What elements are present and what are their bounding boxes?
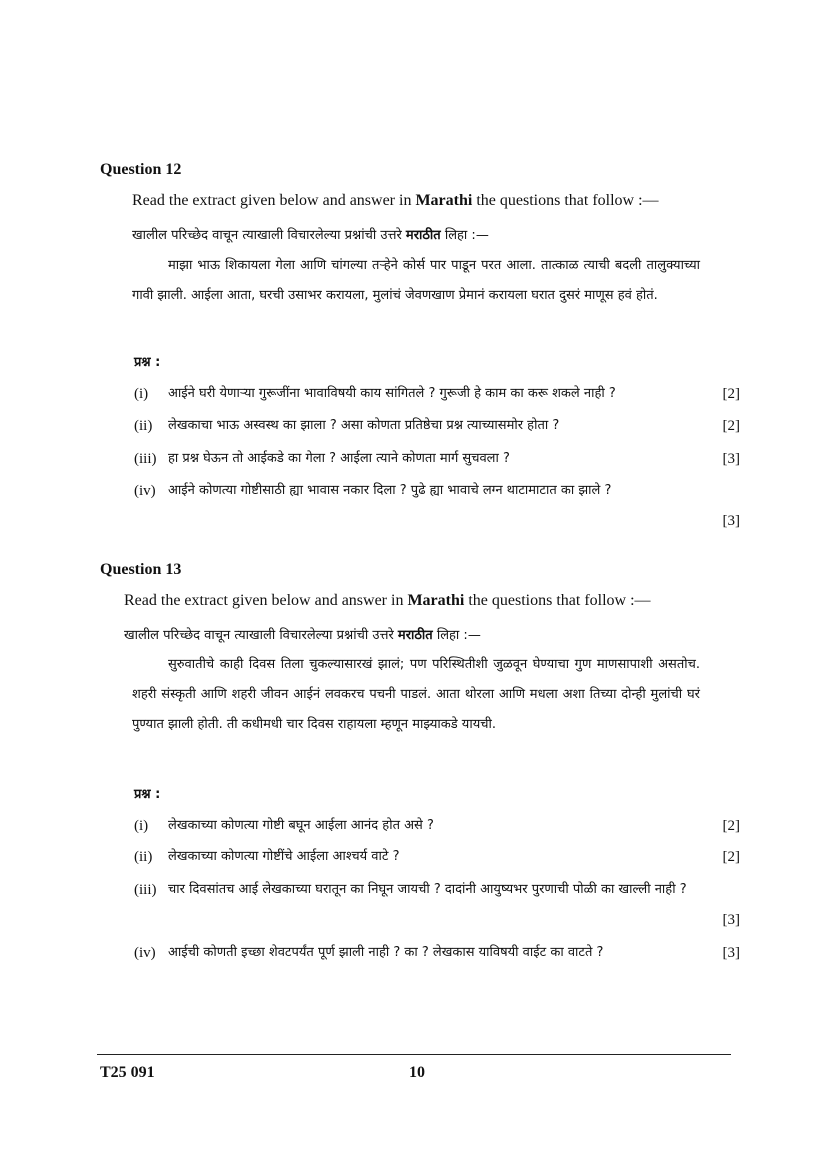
item-number: (i) [134, 818, 149, 834]
instruction-language: Marathi [415, 192, 473, 209]
item-number: (i) [134, 386, 149, 402]
question-12-passage: माझा भाऊ शिकायला गेला आणि चांगल्या तऱ्हेने कोर्स पार पाडून परत आला. तात्काळ त्याची बदली तालुक्याच्या गावी झाली. आईला आता, घरची उसाभर करायला, मुलांचं जेवणखाण प्रेमानं करायला घरात दुसरं माणूस हवं होतं. [132, 258, 700, 303]
question-12-instruction-en [132, 192, 659, 210]
instruction-language: मराठीत [405, 228, 441, 243]
item-text: हा प्रश्न घेऊन तो आईकडे का गेला ? आईला त्याने कोणता मार्ग सुचवला ? [168, 451, 510, 466]
instruction-text: the questions that follow :— [472, 192, 659, 209]
item-text: आईची कोणती इच्छा शेवटपर्यंत पूर्ण झाली नाही ? का ? लेखकास याविषयी वाईट का वाटते ? [168, 945, 604, 960]
question-12-item [100, 379, 740, 409]
instruction-text: लिहा :— [440, 228, 489, 243]
item-number: (iv) [134, 945, 156, 961]
question-12-title: Question 12 [100, 161, 182, 178]
footer-divider [97, 1054, 731, 1055]
item-text: लेखकाच्या कोणत्या गोष्टींचे आईला आश्चर्य वाटे ? [168, 849, 400, 864]
question-13-item [100, 811, 740, 841]
question-13-instruction-en [124, 592, 651, 610]
question-13-title: Question 13 [100, 561, 182, 578]
instruction-text: खालील परिच्छेद वाचून त्याखाली विचारलेल्या प्रश्नांची उत्तरे [124, 628, 398, 643]
question-13-item [100, 842, 740, 872]
instruction-text: Read the extract given below and answer in [124, 592, 408, 609]
question-13-prashna-label: प्रश्न : [134, 787, 161, 802]
item-number: (ii) [134, 849, 153, 865]
item-marks: [2] [722, 386, 740, 402]
question-13-passage: सुरुवातीचे काही दिवस तिला चुकल्यासारखं झालं; पण परिस्थितीशी जुळवून घेण्याचा गुण माणसापाशी असतोच. शहरी संस्कृती आणि शहरी जीवन आईनं लवकरच पचनी पाडलं. आता थोरला आणि मधला अशा तिच्या दोन्ही मुलांची घरं पुण्यात झाली होती. ती कधीमधी चार दिवस राहायला म्हणून माझ्याकडे यायची. [132, 657, 700, 732]
item-text: आईने घरी येणाऱ्या गुरूजींना भावाविषयी काय सांगितले ? गुरूजी हे काम का करू शकले नाही ? [168, 386, 616, 401]
instruction-text: खालील परिच्छेद वाचून त्याखाली विचारलेल्या प्रश्नांची उत्तरे [132, 228, 406, 243]
item-marks: [3] [722, 513, 740, 529]
instruction-text: लिहा :— [432, 628, 481, 643]
item-marks: [3] [722, 451, 740, 467]
instruction-language: Marathi [407, 592, 465, 609]
question-12-item [100, 411, 740, 441]
item-number: (iii) [134, 451, 157, 467]
page-number: 10 [409, 1064, 425, 1081]
item-marks: [3] [722, 945, 740, 961]
question-12-item [100, 444, 740, 474]
instruction-text: the questions that follow :— [464, 592, 651, 609]
instruction-text: Read the extract given below and answer in [132, 192, 416, 209]
question-12-instruction-mr [132, 225, 489, 243]
item-marks: [3] [722, 912, 740, 928]
item-text: लेखकाचा भाऊ अस्वस्थ का झाला ? असा कोणता प्रतिष्ठेचा प्रश्न त्याच्यासमोर होता ? [168, 418, 560, 433]
item-marks: [2] [722, 418, 740, 434]
paper-code: T25 091 [100, 1064, 155, 1081]
instruction-language: मराठीत [397, 628, 433, 643]
item-marks: [2] [722, 849, 740, 865]
question-12-item [100, 476, 740, 536]
item-number: (ii) [134, 418, 153, 434]
item-text: चार दिवसांतच आई लेखकाच्या घरातून का निघून जायची ? दादांनी आयुष्यभर पुरणाची पोळी का खाल्ली नाही ? [168, 882, 687, 897]
item-text: लेखकाच्या कोणत्या गोष्टी बघून आईला आनंद होत असे ? [168, 818, 434, 833]
question-13-instruction-mr [124, 625, 481, 643]
question-13-item [100, 938, 740, 968]
question-12-prashna-label: प्रश्न : [134, 355, 161, 370]
item-text: आईने कोणत्या गोष्टीसाठी ह्या भावास नकार दिला ? पुढे ह्या भावाचे लग्न थाटामाटात का झाले ? [168, 483, 612, 498]
item-number: (iv) [134, 483, 156, 499]
question-13-item [100, 875, 740, 935]
item-number: (iii) [134, 882, 157, 898]
item-marks: [2] [722, 818, 740, 834]
